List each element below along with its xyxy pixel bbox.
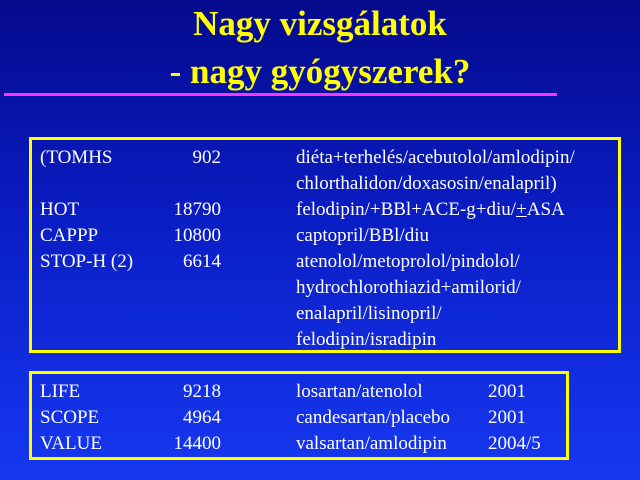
trial-drugs-scope: candesartan/placebo [296, 407, 451, 428]
trial-number-stop-h2: 6614 [183, 251, 221, 272]
trial-number-tomhs: 902 [192, 147, 221, 168]
trial-name-scope: SCOPE [40, 407, 100, 428]
trial-number-hot: 18790 [173, 199, 221, 220]
trial-drugs-hot [296, 197, 565, 223]
trial-number-life: 9218 [183, 381, 221, 402]
trial-number-cappp: 10800 [173, 225, 221, 246]
trial-year-life: 2001 [488, 381, 526, 402]
trial-drugs-life: losartan/atenolol [296, 381, 423, 402]
trial-drugs-tomhs-line-1: diéta+terhelés/acebutolol/amlodipin/ [296, 147, 575, 168]
trial-name-cappp: CAPPP [40, 225, 99, 246]
trial-name-stop-h2: STOP-H (2) [40, 251, 134, 272]
trial-year-scope: 2001 [488, 407, 526, 428]
trial-number-value: 14400 [173, 433, 221, 454]
trial-drugs-stop-h2-line-3: enalapril/lisinopril/ [296, 303, 442, 324]
trial-drugs-hot-plus-underlined: + [516, 199, 527, 220]
trial-year-value: 2004/5 [488, 433, 541, 454]
trial-drugs-stop-h2-line-1: atenolol/metoprolol/pindolol/ [296, 251, 520, 272]
slide-title-line-2: - nagy gyógyszerek? [169, 52, 471, 91]
title-underline-divider [4, 93, 557, 96]
trial-drugs-hot-part-3: ASA [526, 199, 565, 220]
trial-drugs-stop-h2-line-2: hydrochlorothiazid+amilorid/ [296, 277, 521, 298]
trial-name-life: LIFE [40, 381, 81, 402]
trial-drugs-value: valsartan/amlodipin [296, 433, 447, 454]
trial-drugs-tomhs-line-2: chlorthalidon/doxasosin/enalapril) [296, 173, 557, 194]
trial-drugs-stop-h2-line-4: felodipin/isradipin [296, 329, 437, 350]
trial-drugs-cappp: captopril/BBl/diu [296, 225, 429, 246]
trial-name-hot: HOT [40, 199, 80, 220]
trial-number-scope: 4964 [183, 407, 221, 428]
trial-name-tomhs: (TOMHS [40, 147, 113, 168]
slide-title-line-1: Nagy vizsgálatok [193, 4, 447, 43]
trial-drugs-hot-part-1: felodipin/+BBl+ACE-g+diu/ [296, 199, 517, 220]
trial-name-value: VALUE [40, 433, 102, 454]
